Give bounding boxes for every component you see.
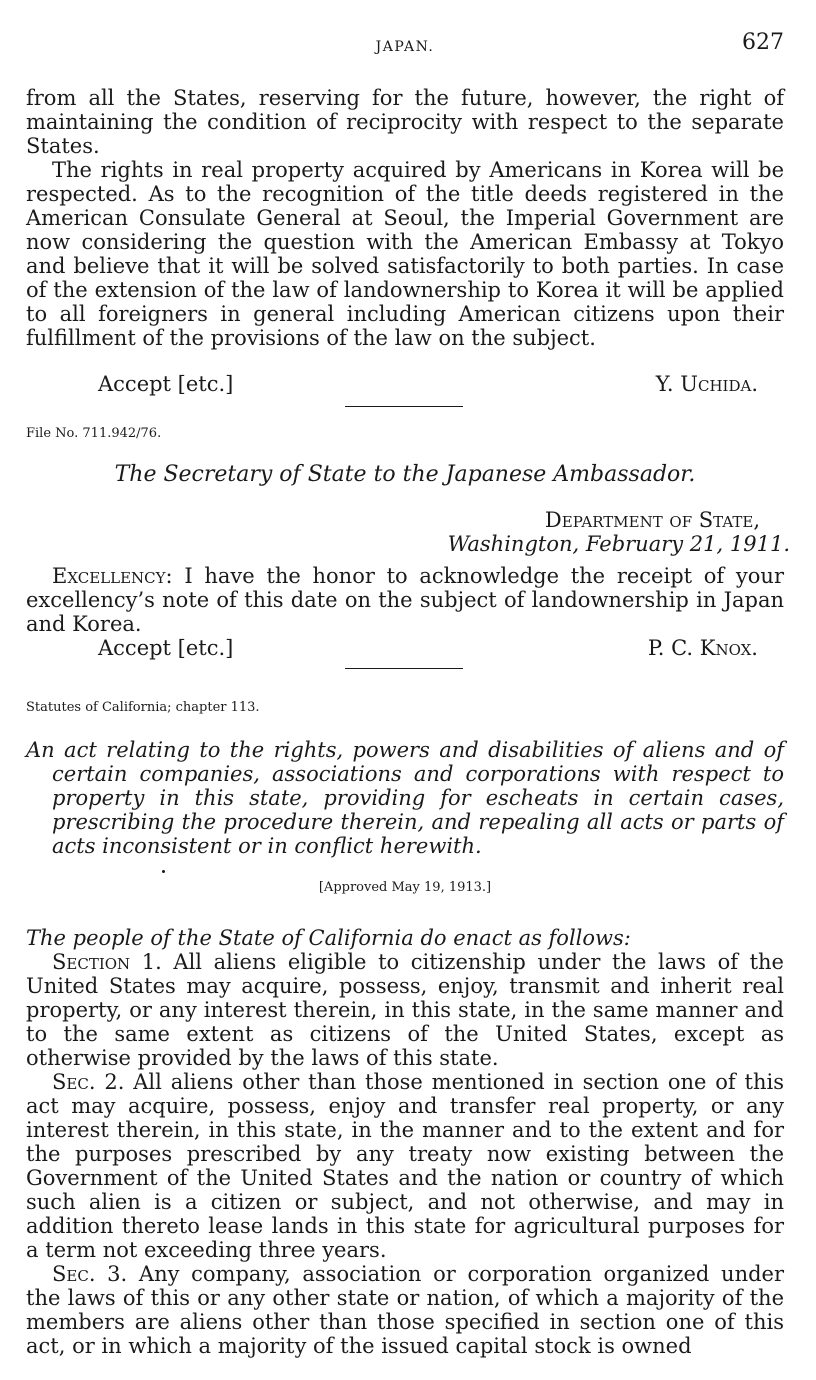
letter-heading: The Secretary of State to the Japanese Ambassador.	[114, 462, 696, 487]
section-text: All aliens eligible to citizenship under the laws of the United States may acquire, possess, enjoy, transmit and inherit real property, or any interest therein, in this state, in the same manner and to the same extent as citizens of the United States, except as otherwise provided by the laws of this state.	[26, 950, 784, 1070]
uchida-note-body	[26, 86, 784, 350]
stray-mark	[162, 870, 165, 873]
knox-signature: P. C. Knox.	[647, 636, 758, 660]
uchida-closing: Accept [etc.]	[98, 372, 234, 396]
page-number: 627	[742, 30, 784, 55]
section-label: Section 1.	[52, 950, 162, 974]
section-2	[26, 1070, 784, 1262]
approval-date: [Approved May 19, 1913.]	[318, 880, 492, 895]
section-3	[26, 1262, 784, 1358]
statute-sections	[26, 950, 784, 1358]
statute-source: Statutes of California; chapter 113.	[26, 700, 260, 715]
section-divider	[345, 668, 463, 669]
salutation: Excellency:	[52, 564, 173, 588]
place-date-line: Washington, February 21, 1911.	[447, 532, 790, 556]
knox-closing: Accept [etc.]	[98, 636, 234, 660]
running-title: JAPAN.	[375, 39, 435, 55]
file-number: File No. 711.942/76.	[26, 426, 162, 441]
enacting-clause: The people of the State of California do enact as follows:	[26, 926, 631, 950]
section-label: Sec. 3.	[52, 1262, 128, 1286]
uchida-signature: Y. Uchida.	[655, 372, 758, 396]
knox-letter-text: I have the honor to acknowledge the receipt of your excellency’s note of this date on the subject of landownership in Japan and Korea.	[26, 564, 784, 636]
uchida-signature-row	[26, 372, 784, 396]
uchida-paragraph-2: The rights in real property acquired by Americans in Korea will be respected. As to the recognition of the title deeds registered in the American Consulate General at Seoul, the Imperial Government are now considering the question with the American Embassy at Tokyo and believe that it will be solved satisfactorily to both parties. In case of the extension of the law of landownership to Korea it will be applied to all foreigners in general including American citizens upon their fulfillment of the provisions of the law on the subject.	[26, 158, 784, 350]
act-title-text: An act relating to the rights, powers and disabilities of aliens and of certain companies, associations and corporations with respect to property in this state, providing for escheats in certain cases, prescribing the procedure therein, and repealing all acts or parts of acts inconsistent or in conflict herewith.	[26, 738, 784, 858]
department-line: Department of State,	[544, 508, 760, 532]
knox-signature-row	[26, 636, 784, 660]
section-1	[26, 950, 784, 1070]
section-text: All aliens other than those mentioned in section one of this act may acquire, possess, enjoy and transfer real property, or any interest therein, in this state, in the manner and to the extent and for the purposes prescribed by any treaty now existing between the Government of the United States and the nation or country of which such alien is a citizen or subject, and not otherwise, and may in addition thereto lease lands in this state for agricultural purposes for a term not exceeding three years.	[26, 1070, 784, 1262]
section-text: Any company, association or corporation organized under the laws of this or any other state or nation, of which a majority of the members are aliens other than those specified in section one of this act, or in which a majority of the issued capital stock is owned	[26, 1262, 784, 1358]
uchida-paragraph-1: from all the States, reserving for the future, however, the right of maintaining the condition of reciprocity with respect to the separate States.	[26, 86, 784, 158]
knox-letter-body	[26, 564, 784, 636]
running-header	[26, 30, 784, 62]
section-label: Sec. 2.	[52, 1070, 125, 1094]
section-divider	[345, 406, 463, 407]
act-title	[26, 738, 784, 858]
